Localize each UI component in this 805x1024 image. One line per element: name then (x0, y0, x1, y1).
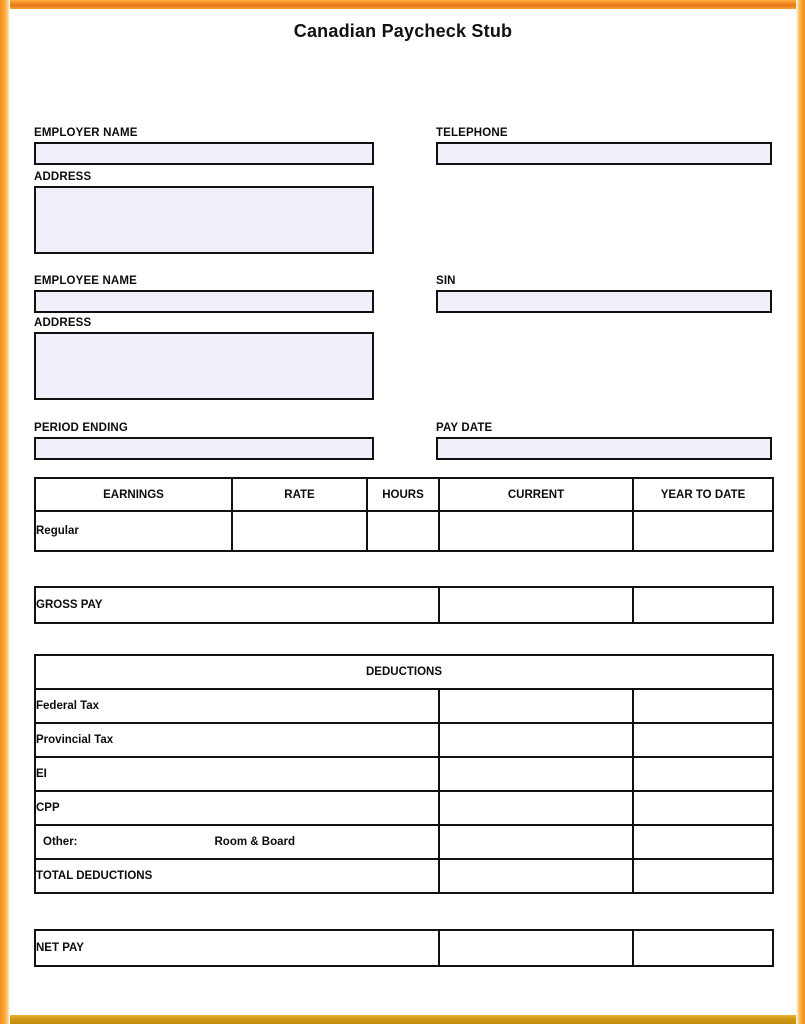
page-title: Canadian Paycheck Stub (293, 21, 513, 41)
earnings-col-ytd: YEAR TO DATE (633, 478, 773, 511)
deduction-cpp-current[interactable] (439, 791, 633, 825)
gross-pay-label: GROSS PAY (35, 587, 439, 623)
deduction-other-current[interactable] (439, 825, 633, 859)
period-ending-value (36, 439, 372, 443)
sin-label: SIN (436, 275, 456, 287)
page-border-right (796, 0, 805, 1024)
deduction-other-cell (35, 825, 439, 859)
telephone-input[interactable] (436, 142, 772, 165)
gross-pay-table-wrap (34, 586, 772, 624)
deduction-provincial-tax-current[interactable] (439, 723, 633, 757)
deductions-header-row (35, 655, 773, 689)
gross-pay-table (34, 586, 774, 624)
net-pay-current[interactable] (439, 930, 633, 966)
deductions-table-wrap (34, 654, 772, 894)
table-row (35, 825, 773, 859)
sin-input[interactable] (436, 290, 772, 313)
earnings-table (34, 477, 774, 552)
net-pay-ytd[interactable] (633, 930, 773, 966)
employee-name-label-wrap (34, 275, 374, 287)
period-ending-label-wrap (34, 422, 374, 434)
total-deductions-current[interactable] (439, 859, 633, 893)
deduction-provincial-tax-label: Provincial Tax (35, 723, 439, 757)
employer-address-label: ADDRESS (34, 171, 92, 183)
earnings-col-current: CURRENT (439, 478, 633, 511)
deduction-federal-tax-current[interactable] (439, 689, 633, 723)
deduction-cpp-label: CPP (35, 791, 439, 825)
employee-address-value (36, 334, 372, 340)
employer-address-value (36, 188, 372, 194)
deduction-ei-ytd[interactable] (633, 757, 773, 791)
pay-date-label-wrap (436, 422, 772, 434)
earnings-row-regular-hours[interactable] (367, 511, 439, 551)
gross-pay-current[interactable] (439, 587, 633, 623)
telephone-value (438, 144, 770, 148)
pay-date-input[interactable] (436, 437, 772, 460)
deduction-federal-tax-label: Federal Tax (35, 689, 439, 723)
pay-date-label: PAY DATE (436, 422, 493, 434)
deduction-ei-current[interactable] (439, 757, 633, 791)
net-pay-table-wrap (34, 929, 772, 967)
employee-address-label: ADDRESS (34, 317, 92, 329)
deductions-table (34, 654, 774, 894)
employer-address-label-wrap (34, 171, 374, 183)
earnings-row-regular-current[interactable] (439, 511, 633, 551)
employee-name-label: EMPLOYEE NAME (34, 275, 137, 287)
deductions-header: DEDUCTIONS (35, 655, 773, 689)
earnings-row-regular-label: Regular (35, 511, 232, 551)
table-row (35, 791, 773, 825)
sin-value (438, 292, 770, 296)
net-pay-row (35, 930, 773, 966)
employee-address-input[interactable] (34, 332, 374, 400)
employer-name-label-wrap (34, 127, 374, 139)
earnings-header-row (35, 478, 773, 511)
table-row (35, 859, 773, 893)
earnings-table-wrap (34, 477, 772, 552)
employer-name-value (36, 144, 372, 148)
earnings-col-hours: HOURS (367, 478, 439, 511)
earnings-col-earnings: EARNINGS (35, 478, 232, 511)
paycheck-stub-sheet (10, 9, 796, 1015)
sin-label-wrap (436, 275, 772, 287)
deduction-other-kind: Room & Board (214, 836, 295, 848)
earnings-col-rate: RATE (232, 478, 367, 511)
table-row (35, 689, 773, 723)
deduction-cpp-ytd[interactable] (633, 791, 773, 825)
total-deductions-ytd[interactable] (633, 859, 773, 893)
table-row (35, 511, 773, 551)
deduction-federal-tax-ytd[interactable] (633, 689, 773, 723)
telephone-label-wrap (436, 127, 772, 139)
period-ending-input[interactable] (34, 437, 374, 460)
page-border-bottom (0, 1014, 805, 1024)
deduction-provincial-tax-ytd[interactable] (633, 723, 773, 757)
period-ending-label: PERIOD ENDING (34, 422, 128, 434)
telephone-label: TELEPHONE (436, 127, 508, 139)
deduction-other-label: Other: (43, 836, 78, 848)
deduction-other-ytd[interactable] (633, 825, 773, 859)
employer-name-input[interactable] (34, 142, 374, 165)
earnings-row-regular-ytd[interactable] (633, 511, 773, 551)
employer-address-input[interactable] (34, 186, 374, 254)
deduction-ei-label: EI (35, 757, 439, 791)
employee-name-value (36, 292, 372, 296)
total-deductions-label: TOTAL DEDUCTIONS (35, 859, 439, 893)
page-border-left (0, 0, 10, 1024)
page-border-top (0, 0, 805, 9)
gross-pay-row (35, 587, 773, 623)
pay-date-value (438, 439, 770, 443)
employer-name-label: EMPLOYER NAME (34, 127, 138, 139)
net-pay-label: NET PAY (35, 930, 439, 966)
earnings-row-regular-rate[interactable] (232, 511, 367, 551)
employee-address-label-wrap (34, 317, 374, 329)
net-pay-table (34, 929, 774, 967)
table-row (35, 757, 773, 791)
employee-name-input[interactable] (34, 290, 374, 313)
table-row (35, 723, 773, 757)
gross-pay-ytd[interactable] (633, 587, 773, 623)
